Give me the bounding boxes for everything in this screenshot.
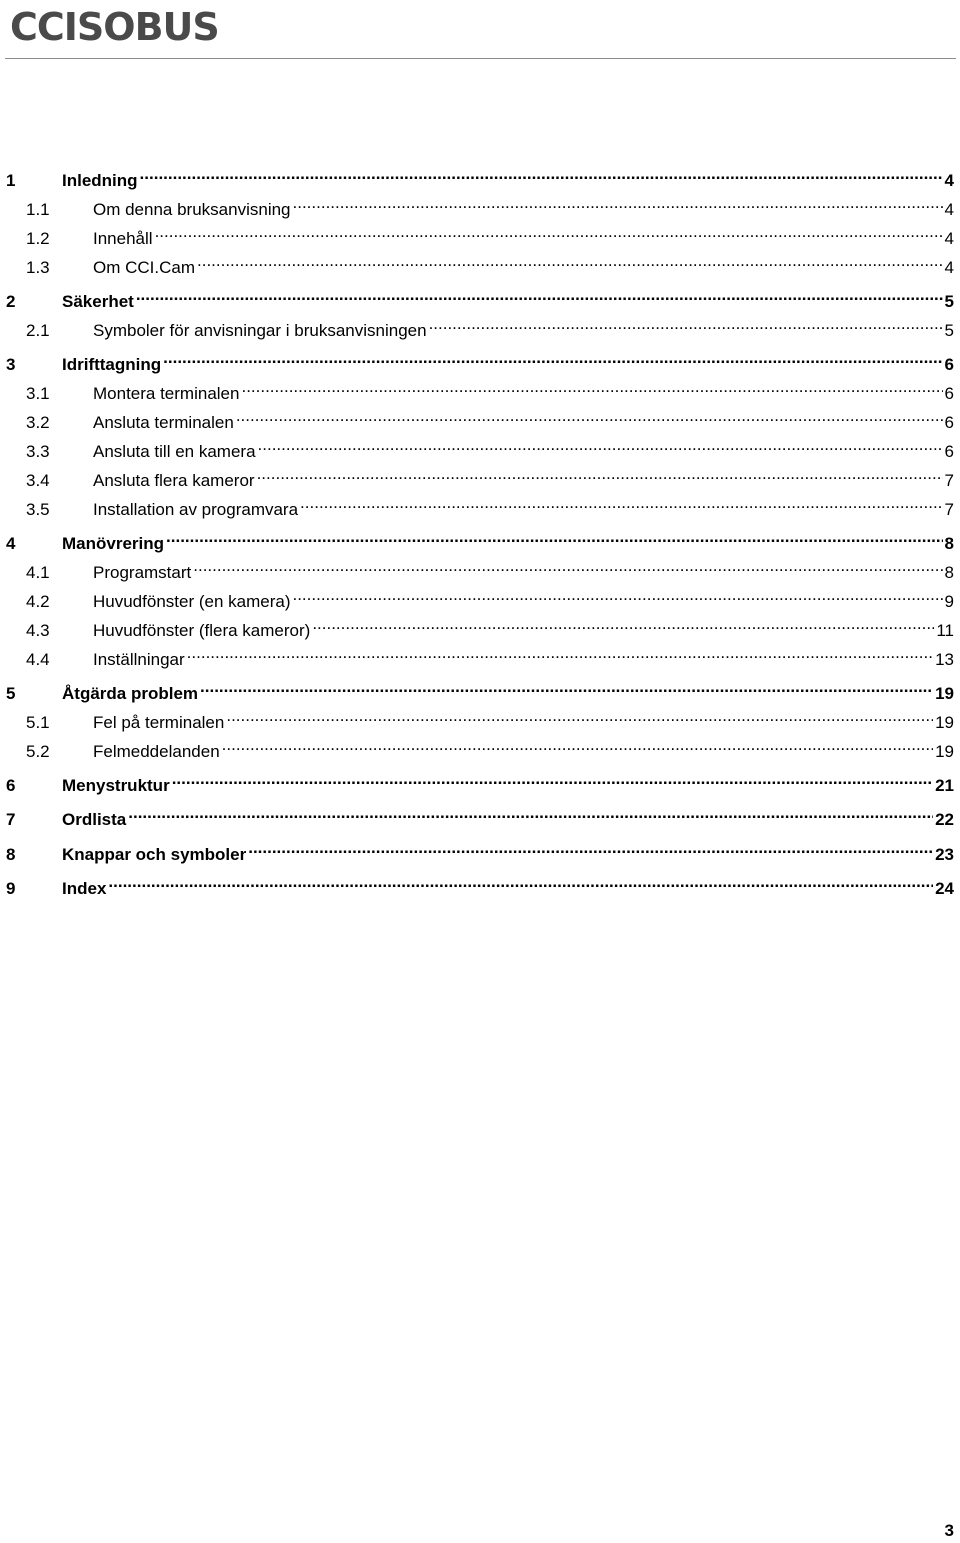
toc-entry-title: Huvudfönster (flera kameror) — [93, 621, 311, 640]
toc-entry-page: 4 — [944, 258, 954, 277]
toc-dot-leader — [187, 641, 933, 665]
toc-chapter-entry[interactable] — [6, 836, 954, 867]
toc-entry-title: Manövrering — [62, 534, 165, 553]
logo-text: CCISOBUS — [10, 5, 219, 48]
toc-entry-title: Knappar och symboler — [62, 845, 247, 864]
toc-entry-number: 3 — [6, 355, 16, 374]
toc-entry-page: 9 — [944, 592, 954, 611]
toc-dot-leader — [140, 162, 943, 186]
toc-entry-title: Ansluta till en kamera — [93, 442, 256, 461]
toc-dot-leader — [200, 675, 933, 699]
toc-entry-number: 3.5 — [26, 500, 50, 519]
toc-dot-leader — [258, 433, 943, 457]
toc-entry-page: 4 — [944, 171, 954, 190]
toc-entry-title: Åtgärda problem — [62, 684, 199, 703]
toc-entry-page: 5 — [944, 321, 954, 340]
toc-entry-number: 8 — [6, 845, 16, 864]
toc-chapter-entry[interactable] — [6, 870, 954, 901]
toc-section-entry[interactable] — [6, 462, 954, 493]
toc-dot-leader — [222, 733, 933, 757]
toc-entry-title: Index — [62, 879, 107, 898]
toc-entry-number: 5.2 — [26, 742, 50, 761]
toc-entry-number: 1.1 — [26, 200, 50, 219]
toc-entry-page: 19 — [935, 742, 954, 761]
toc-entry-number: 4.1 — [26, 563, 50, 582]
toc-entry-page: 11 — [936, 621, 954, 640]
toc-chapter-entry[interactable] — [6, 525, 954, 556]
toc-chapter-entry[interactable] — [6, 283, 954, 314]
toc-entry-title: Idrifttagning — [62, 355, 162, 374]
toc-entry-title: Symboler för anvisningar i bruksanvisningen — [93, 321, 427, 340]
toc-entry-page: 22 — [935, 810, 954, 829]
toc-dot-leader — [312, 612, 934, 636]
toc-entry-number: 3.1 — [26, 384, 50, 403]
toc-section-entry[interactable] — [6, 375, 954, 406]
toc-section-entry[interactable] — [6, 641, 954, 672]
toc-entry-page: 4 — [944, 229, 954, 248]
toc-entry-page: 19 — [935, 684, 954, 703]
toc-section-entry[interactable] — [6, 583, 954, 614]
toc-entry-page: 24 — [935, 879, 954, 898]
toc-entry-title: Ansluta flera kameror — [93, 471, 255, 490]
toc-entry-number: 5 — [6, 684, 16, 703]
toc-dot-leader — [197, 249, 943, 273]
toc-chapter-entry[interactable] — [6, 346, 954, 377]
toc-entry-title: Programstart — [93, 563, 192, 582]
toc-dot-leader — [292, 583, 942, 607]
toc-entry-title: Om denna bruksanvisning — [93, 200, 291, 219]
toc-entry-number: 6 — [6, 776, 16, 795]
toc-chapter-entry[interactable] — [6, 767, 954, 798]
toc-section-entry[interactable] — [6, 191, 954, 222]
toc-entry-page: 4 — [944, 200, 954, 219]
toc-chapter-entry[interactable] — [6, 801, 954, 832]
toc-dot-leader — [108, 870, 933, 894]
toc-entry-page: 21 — [935, 776, 954, 795]
toc-section-entry[interactable] — [6, 554, 954, 585]
toc-entry-number: 9 — [6, 879, 16, 898]
toc-entry-page: 6 — [944, 355, 954, 374]
toc-section-entry[interactable] — [6, 704, 954, 735]
toc-entry-title: Installation av programvara — [93, 500, 299, 519]
toc-entry-page: 23 — [935, 845, 954, 864]
toc-entry-number: 2.1 — [26, 321, 50, 340]
toc-section-entry[interactable] — [6, 612, 954, 643]
toc-entry-page: 6 — [944, 384, 954, 403]
toc-section-entry[interactable] — [6, 220, 954, 251]
toc-entry-number: 4 — [6, 534, 16, 553]
toc-entry-title: Felmeddelanden — [93, 742, 220, 761]
toc-entry-page: 13 — [935, 650, 954, 669]
toc-chapter-entry[interactable] — [6, 162, 954, 193]
toc-entry-title: Om CCI.Cam — [93, 258, 195, 277]
toc-dot-leader — [226, 704, 933, 728]
page-number: 3 — [944, 1521, 954, 1540]
toc-dot-leader — [172, 767, 933, 791]
toc-entry-title: Inledning — [62, 171, 138, 190]
toc-entry-title: Inställningar — [93, 650, 185, 669]
toc-entry-number: 3.3 — [26, 442, 50, 461]
toc-dot-leader — [128, 801, 933, 825]
toc-entry-number: 1.2 — [26, 229, 50, 248]
toc-entry-title: Fel på terminalen — [93, 713, 225, 732]
toc-dot-leader — [236, 404, 943, 428]
toc-entry-page: 6 — [944, 413, 954, 432]
toc-dot-leader — [166, 525, 943, 549]
toc-entry-page: 8 — [944, 534, 954, 553]
toc-entry-title: Montera terminalen — [93, 384, 240, 403]
toc-dot-leader — [429, 312, 943, 336]
toc-entry-title: Menystruktur — [62, 776, 170, 795]
toc-dot-leader — [293, 191, 943, 215]
toc-entry-number: 4.3 — [26, 621, 50, 640]
toc-entry-page: 7 — [944, 471, 954, 490]
toc-section-entry[interactable] — [6, 249, 954, 280]
toc-dot-leader — [248, 836, 933, 860]
toc-dot-leader — [136, 283, 943, 307]
toc-entry-number: 2 — [6, 292, 16, 311]
toc-entry-page: 5 — [944, 292, 954, 311]
toc-entry-title: Ansluta terminalen — [93, 413, 234, 432]
toc-entry-number: 3.2 — [26, 413, 50, 432]
page-header — [0, 0, 960, 62]
toc-entry-page: 19 — [935, 713, 954, 732]
toc-entry-number: 4.4 — [26, 650, 50, 669]
toc-section-entry[interactable] — [6, 491, 954, 522]
toc-section-entry[interactable] — [6, 733, 954, 764]
toc-entry-number: 4.2 — [26, 592, 50, 611]
toc-entry-page: 7 — [944, 500, 954, 519]
toc-chapter-entry[interactable] — [6, 675, 954, 706]
toc-dot-leader — [193, 554, 942, 578]
toc-entry-number: 7 — [6, 810, 16, 829]
toc-entry-number: 5.1 — [26, 713, 50, 732]
toc-entry-title: Ordlista — [62, 810, 127, 829]
toc-entry-page: 6 — [944, 442, 954, 461]
toc-section-entry[interactable] — [6, 312, 954, 343]
toc-entry-page: 8 — [944, 563, 954, 582]
toc-section-entry[interactable] — [6, 433, 954, 464]
toc-dot-leader — [163, 346, 942, 370]
toc-section-entry[interactable] — [6, 404, 954, 435]
toc-dot-leader — [155, 220, 943, 244]
toc-entry-number: 1.3 — [26, 258, 50, 277]
toc-dot-leader — [241, 375, 942, 399]
header-divider — [5, 58, 956, 59]
toc-dot-leader — [257, 462, 943, 486]
toc-entry-title: Huvudfönster (en kamera) — [93, 592, 291, 611]
toc-entry-number: 3.4 — [26, 471, 50, 490]
toc-entry-title: Säkerhet — [62, 292, 134, 311]
toc-entry-number: 1 — [6, 171, 16, 190]
cci-isobus-logo — [10, 4, 220, 48]
toc-dot-leader — [300, 491, 942, 515]
toc-entry-title: Innehåll — [93, 229, 153, 248]
